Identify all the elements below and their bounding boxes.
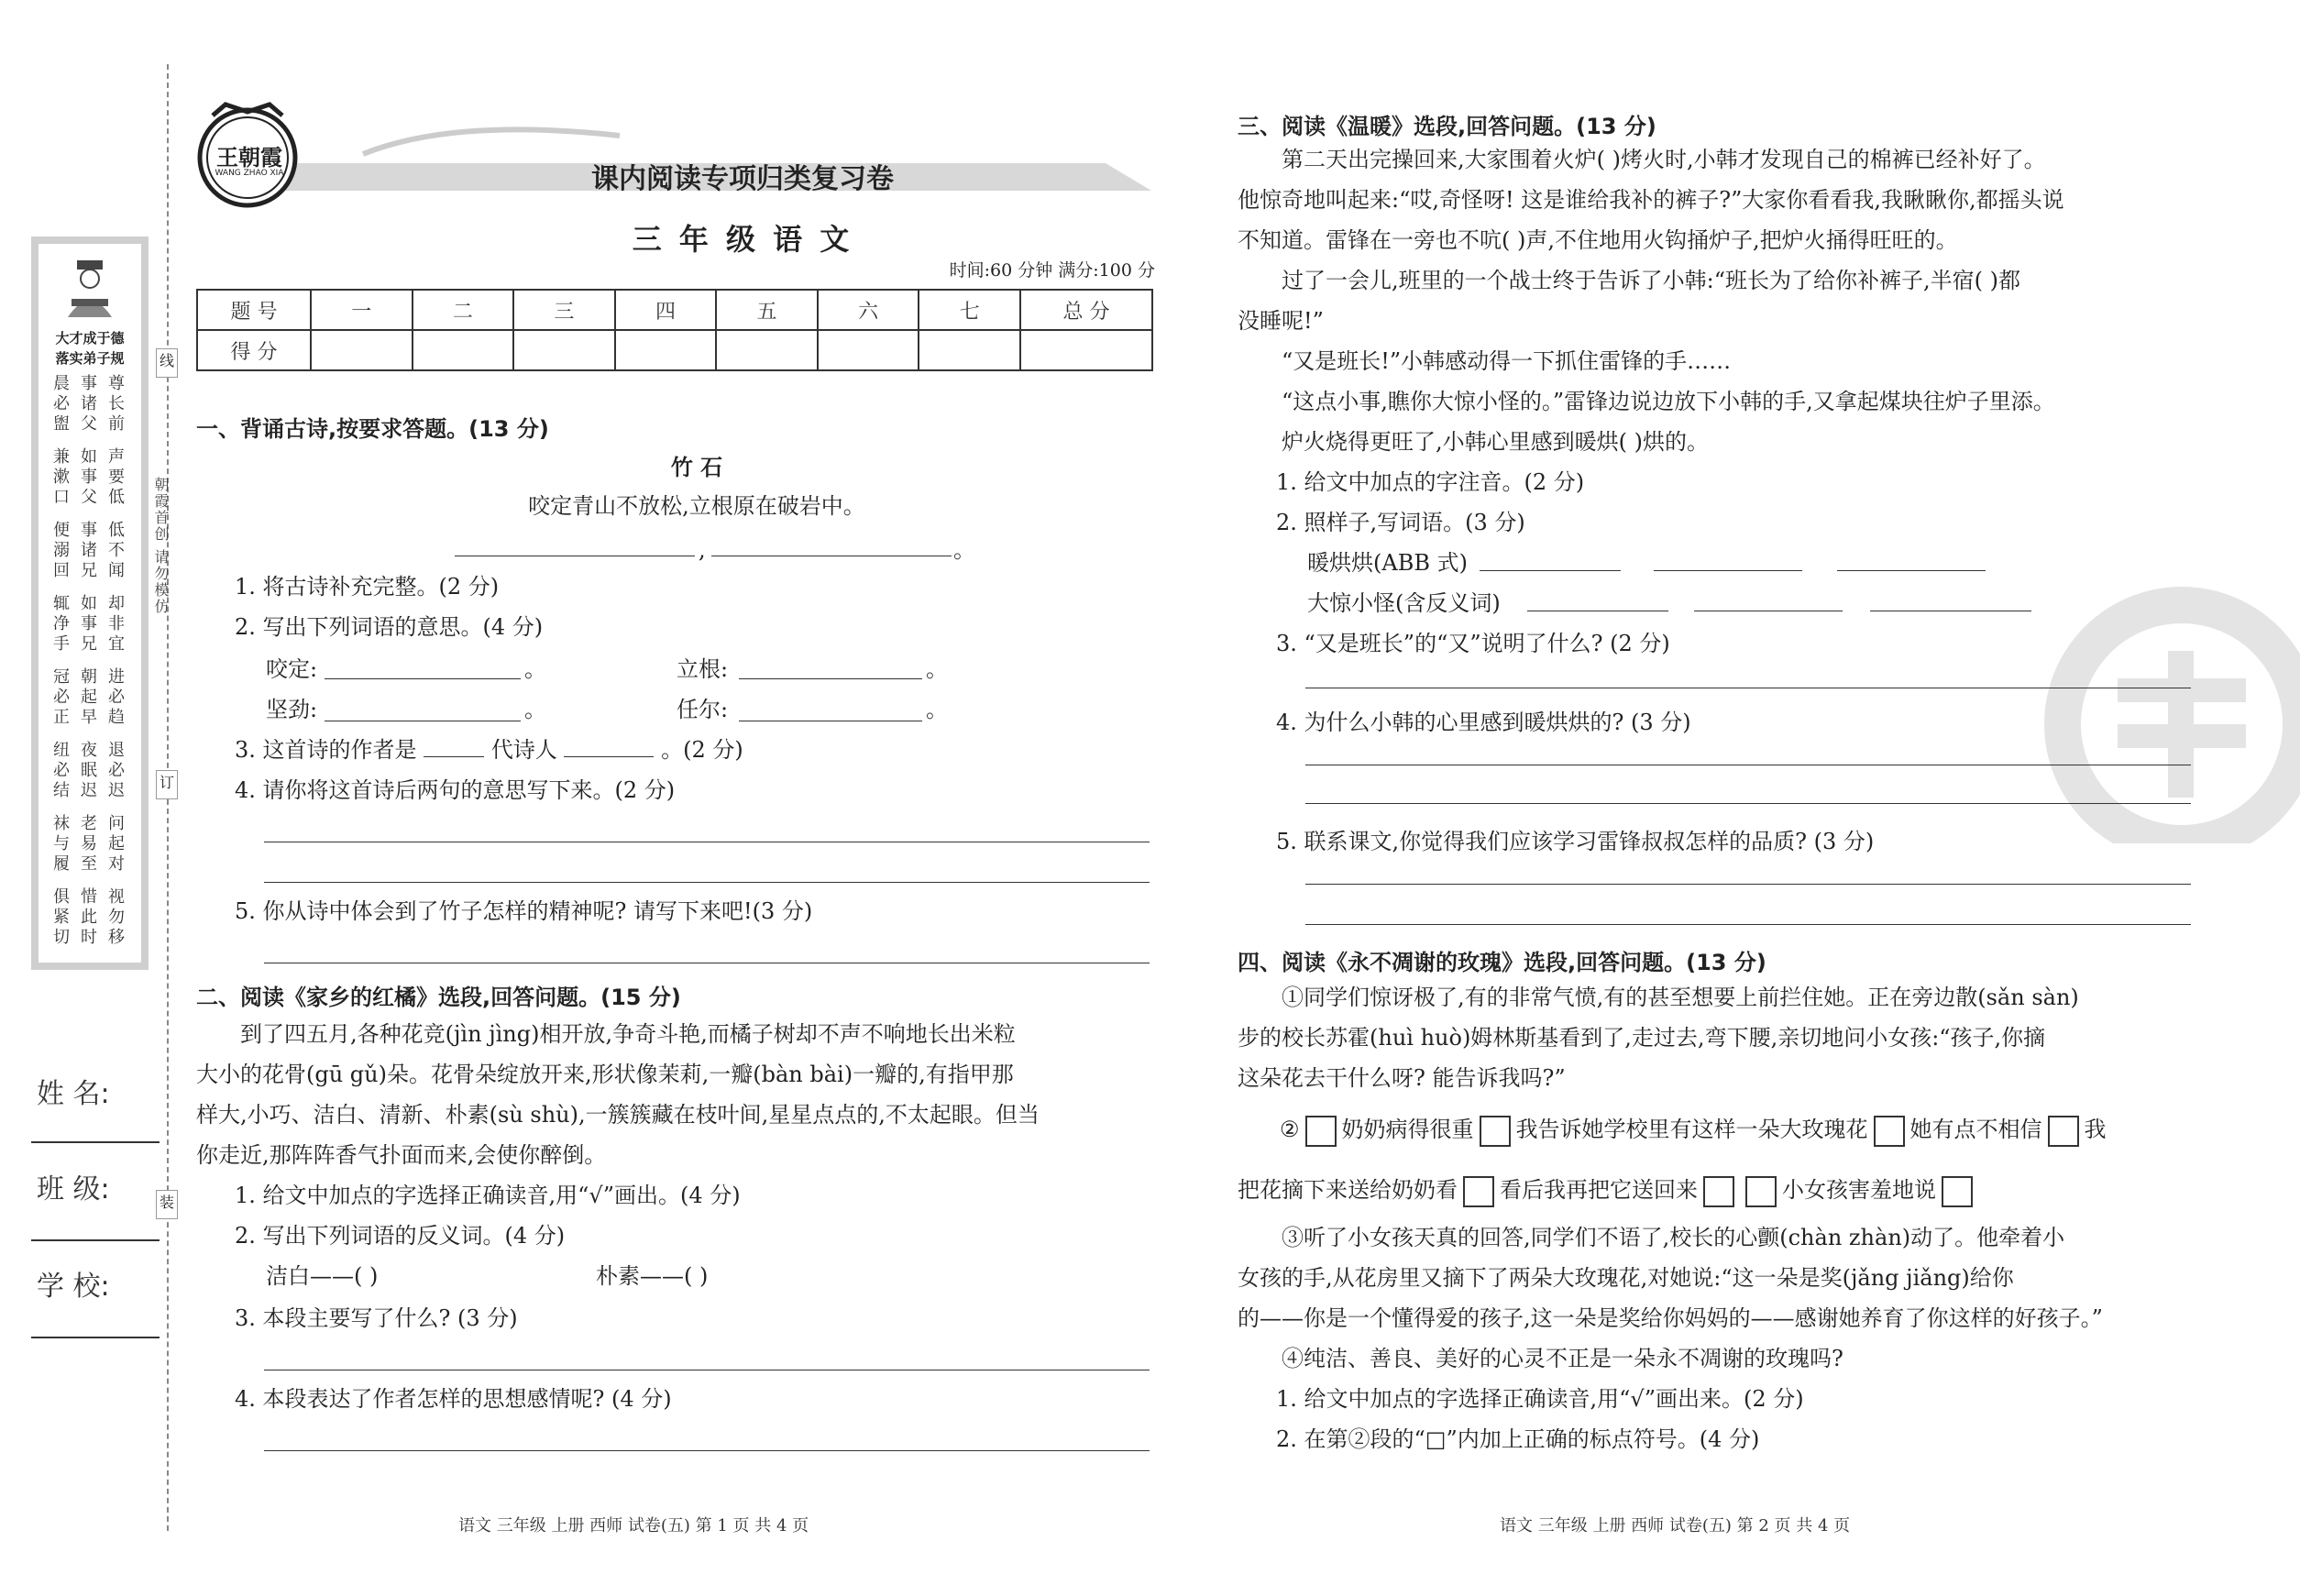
seal-ding: 订 <box>156 770 178 799</box>
footer-right: 语文 三年级 上册 西师 试卷(五) 第 2 页 共 4 页 <box>1500 1516 1851 1535</box>
class-field[interactable] <box>31 1239 160 1241</box>
s1-q3: 3. 这首诗的作者是 代诗人 。(2 分) <box>235 737 743 763</box>
poem-title: 竹 石 <box>670 454 723 480</box>
scholar-figure-icon <box>59 257 121 323</box>
s4-q1: 1. 给文中加点的字选择正确读音,用“√”画出来。(2 分) <box>1276 1386 1804 1412</box>
s1-q1: 1. 将古诗补充完整。(2 分) <box>235 574 500 600</box>
section3-heading: 三、阅读《温暖》选段,回答问题。(13 分) <box>1238 114 1656 139</box>
class-label: 班 级: <box>37 1173 110 1205</box>
paper-title: 课内阅读专项归类复习卷 <box>591 163 894 195</box>
s3-q2: 2. 照样子,写词语。(3 分) <box>1276 510 1525 535</box>
motto-column: 便溺回 <box>53 521 70 580</box>
abb-blank-3[interactable] <box>1837 570 1986 571</box>
motto-column: 如事父 <box>81 447 97 507</box>
motto-column: 朝起早 <box>81 667 97 727</box>
score-header-5: 五 <box>716 290 818 330</box>
watermark-seal <box>2026 568 2300 843</box>
s2-q4: 4. 本段表达了作者怎样的思想感情呢? (4 分) <box>235 1386 672 1412</box>
punct-box-8[interactable] <box>1942 1176 1973 1207</box>
motto-column: 晨必盥 <box>53 374 70 434</box>
s4-p4: ② 奶奶病得很重 我告诉她学校里有这样一朵大玫瑰花 她有点不相信 我 <box>1280 1109 2107 1150</box>
score-header-2: 二 <box>413 290 514 330</box>
s3-p6: “又是班长!”小韩感动得一下抓住雷锋的手…… <box>1282 348 1732 374</box>
motto-column: 兼漱口 <box>53 447 70 507</box>
paper-subtitle: 三 年 级 语 文 <box>632 222 853 257</box>
motto-column: 事诸父 <box>81 374 97 434</box>
s1-q4-answer-line-2[interactable] <box>264 882 1150 883</box>
logo-sub: WANG ZHAO XIA <box>215 169 284 178</box>
s4-p2: 步的校长苏霍(huì huò)姆林斯基看到了,走过去,弯下腰,亲切地问小女孩:“孩子,你摘 <box>1238 1025 2046 1051</box>
school-field[interactable] <box>31 1337 160 1338</box>
motto-column: 冠必正 <box>53 667 70 727</box>
dynasty-blank[interactable] <box>564 756 654 757</box>
s3-p5: 没睡呢!” <box>1238 308 1324 334</box>
seal-zhuang: 装 <box>156 1190 178 1219</box>
abb-blank-1[interactable] <box>1480 570 1621 571</box>
score-header-1: 一 <box>311 290 413 330</box>
s2-p3: 样大,小巧、洁白、清新、朴素(sù shù),一簇簇藏在枝叶间,星星点点的,不太起眼。但当 <box>196 1102 1040 1128</box>
motto-column: 惜此时 <box>81 887 97 947</box>
s1-q4: 4. 请你将这首诗后两句的意思写下来。(2 分) <box>235 777 676 803</box>
s3-q2b: 大惊小怪(含反义词) <box>1307 590 1501 616</box>
s2-p4: 你走近,那阵阵香气扑面而来,会使你醉倒。 <box>196 1142 607 1168</box>
section1-heading: 一、背诵古诗,按要求答题。(13 分) <box>196 416 549 442</box>
time-info: 时间:60 分钟 满分:100 分 <box>949 260 1155 281</box>
s2-q3: 3. 本段主要写了什么? (3 分) <box>235 1305 518 1331</box>
school-label: 学 校: <box>37 1271 110 1303</box>
punct-box-1[interactable] <box>1305 1116 1337 1147</box>
poem-line1: 咬定青山不放松,立根原在破岩中。 <box>528 493 865 519</box>
punct-box-7[interactable] <box>1745 1176 1777 1207</box>
s3-p2: 他惊奇地叫起来:“哎,奇怪呀! 这是谁给我补的裤子?”大家你看看我,我瞅瞅你,都摇头说 <box>1238 187 2064 213</box>
logo-text: 王朝霞 <box>216 145 282 171</box>
motto-column: 却非宜 <box>108 594 125 654</box>
s3-p3: 不知道。雷锋在一旁也不吭( )声,不住地用火钩捅炉子,把炉火捅得旺旺的。 <box>1238 227 1958 253</box>
section4-heading: 四、阅读《永不凋谢的玫瑰》选段,回答问题。(13 分) <box>1238 950 1766 975</box>
s3-q5-answer-line-1[interactable] <box>1305 884 2191 885</box>
score-cell-1[interactable] <box>311 330 413 370</box>
motto-column: 声要低 <box>108 447 125 507</box>
motto-top: 大才成于德 <box>55 330 125 347</box>
score-header-7: 七 <box>919 290 1020 330</box>
word-rener: 任尔: <box>677 697 729 722</box>
abb-blank-2[interactable] <box>1654 570 1802 571</box>
punct-box-6[interactable] <box>1703 1176 1734 1207</box>
score-header-6: 六 <box>818 290 919 330</box>
copyright-vertical: 朝霞首创 请勿模仿 <box>152 477 170 616</box>
s3-q5-answer-line-2[interactable] <box>1305 924 2191 925</box>
motto-column: 进必趋 <box>108 667 125 727</box>
s3-q1: 1. 给文中加点的字注音。(2 分) <box>1276 469 1585 495</box>
punct-box-4[interactable] <box>2048 1116 2079 1147</box>
seal-xian: 线 <box>156 348 178 378</box>
s4-p8: 的——你是一个懂得爱的孩子,这一朵是奖给你妈妈的——感谢她养育了你这样的好孩子。” <box>1238 1305 2103 1331</box>
section2-heading: 二、阅读《家乡的红橘》选段,回答问题。(15 分) <box>196 985 681 1010</box>
motto-column: 事诸兄 <box>81 521 97 580</box>
s4-p3: 这朵花去干什么呀? 能告诉我吗?” <box>1238 1065 1566 1091</box>
s1-q2: 2. 写出下列词语的意思。(4 分) <box>235 614 544 640</box>
footer-left: 语文 三年级 上册 西师 试卷(五) 第 1 页 共 4 页 <box>458 1516 809 1535</box>
punct-box-3[interactable] <box>1874 1116 1905 1147</box>
s1-q5: 5. 你从诗中体会到了竹子怎样的精神呢? 请写下来吧!(3 分) <box>235 898 813 924</box>
name-field[interactable] <box>31 1141 160 1143</box>
motto-column: 俱紧切 <box>53 887 70 947</box>
word-jianjin: 坚劲: <box>266 697 318 722</box>
motto-column: 尊长前 <box>108 374 125 434</box>
score-cell-4[interactable] <box>615 330 717 370</box>
motto-bottom: 落实弟子规 <box>55 350 125 367</box>
score-cell-5[interactable] <box>716 330 818 370</box>
s3-q4-answer-line-2[interactable] <box>1305 803 2191 804</box>
s3-q3: 3. “又是班长”的“又”说明了什么? (2 分) <box>1276 631 1670 656</box>
score-header-4: 四 <box>615 290 717 330</box>
motto-columns <box>39 374 141 961</box>
score-cell-7[interactable] <box>919 330 1020 370</box>
motto-column: 辄净手 <box>53 594 70 654</box>
s3-q4: 4. 为什么小韩的心里感到暖烘烘的? (3 分) <box>1276 710 1691 735</box>
s4-p9: ④纯洁、善良、美好的心灵不正是一朵永不凋谢的玫瑰吗? <box>1282 1346 1843 1371</box>
s3-q5: 5. 联系课文,你觉得我们应该学习雷锋叔叔怎样的品质? (3 分) <box>1276 829 1875 854</box>
punct-box-5[interactable] <box>1463 1176 1494 1207</box>
motto-column: 如事兄 <box>81 594 97 654</box>
word-ligen: 立根: <box>677 656 729 682</box>
name-label: 姓 名: <box>37 1078 110 1110</box>
score-table <box>196 289 1153 371</box>
s4-p7: 女孩的手,从花房里又摘下了两朵大玫瑰花,对她说:“这一朵是奖(jǎng jiǎng)给你 <box>1238 1265 2014 1291</box>
word-yaoding: 咬定: <box>266 656 318 682</box>
s4-p5: 把花摘下来送给奶奶看 看后我再把它送回来 小女孩害羞地说 <box>1238 1170 1978 1210</box>
punct-box-2[interactable] <box>1480 1116 1511 1147</box>
s2-q2: 2. 写出下列词语的反义词。(4 分) <box>235 1223 566 1249</box>
author-blank[interactable] <box>424 756 484 757</box>
s2-p1: 到了四五月,各种花竞(jìn jìng)相开放,争奇斗艳,而橘子树却不声不响地长出米粒 <box>240 1021 1016 1047</box>
score-cell-8[interactable] <box>1020 330 1152 370</box>
motto-column: 问起对 <box>108 814 125 874</box>
score-header-8: 总 分 <box>1020 290 1152 330</box>
s3-p4: 过了一会儿,班里的一个战士终于告诉了小韩:“班长为了给你补裤子,半宿( )都 <box>1282 268 2020 293</box>
score-cell-2[interactable] <box>413 330 514 370</box>
motto-column: 纽必结 <box>53 741 70 800</box>
motto-column: 夜眠迟 <box>81 741 97 800</box>
s4-p6: ③听了小女孩天真的回答,同学们不语了,校长的心颤(chàn zhàn)动了。他牵着小 <box>1282 1225 2065 1250</box>
motto-column: 低不闻 <box>108 521 125 580</box>
score-cell-6[interactable] <box>818 330 919 370</box>
s3-p7: “这点小事,瞧你大惊小怪的。”雷锋边说边放下小韩的手,又拿起煤块往炉子里添。 <box>1282 389 2055 414</box>
s3-p8: 炉火烧得更旺了,小韩心里感到暖烘( )烘的。 <box>1282 429 1709 455</box>
s4-p1: ①同学们惊讶极了,有的非常气愤,有的甚至想要上前拦住她。正在旁边散(sǎn sàn) <box>1282 985 2079 1010</box>
s3-p1: 第二天出完操回来,大家围着火炉( )烤火时,小韩才发现自己的棉裤已经补好了。 <box>1282 147 2046 172</box>
s2-antonym-1: 洁白——( ) <box>266 1263 379 1289</box>
s2-q1: 1. 给文中加点的字选择正确读音,用“√”画出。(4 分) <box>235 1183 741 1208</box>
motto-column: 视勿移 <box>108 887 125 947</box>
s4-q2: 2. 在第②段的“□”内加上正确的标点符号。(4 分) <box>1276 1426 1760 1452</box>
s2-q4-answer-line[interactable] <box>264 1450 1150 1451</box>
score-row-label: 得 分 <box>197 330 311 370</box>
score-cell-3[interactable] <box>513 330 615 370</box>
s2-antonym-2: 朴素——( ) <box>596 1263 709 1289</box>
score-header-3: 三 <box>513 290 615 330</box>
score-value-row <box>197 330 1152 370</box>
motto-column: 退必迟 <box>108 741 125 800</box>
score-header-row <box>197 290 1152 330</box>
score-header-0: 题 号 <box>197 290 311 330</box>
s3-q2a: 暖烘烘(ABB 式) <box>1307 550 1468 576</box>
motto-column: 袜与履 <box>53 814 70 874</box>
motto-panel <box>31 237 149 970</box>
yaoding-answer[interactable] <box>325 678 521 679</box>
s2-p2: 大小的花骨(gū gǔ)朵。花骨朵绽放开来,形状像茉莉,一瓣(bàn bài)一瓣的,有指甲那 <box>196 1062 1014 1087</box>
motto-column: 老易至 <box>81 814 97 874</box>
ligen-answer[interactable] <box>739 678 922 679</box>
